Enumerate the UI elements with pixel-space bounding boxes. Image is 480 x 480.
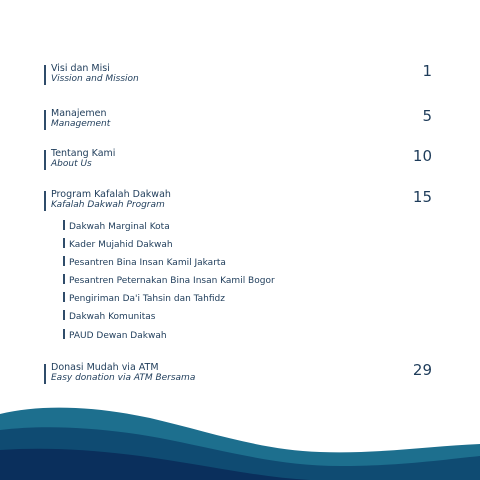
entry-marker (44, 110, 46, 130)
entry-page-number: 15 (412, 188, 432, 206)
entry-marker (44, 65, 46, 85)
program-item-paud[interactable] (63, 329, 167, 343)
toc-entry-donasi-atm[interactable] (44, 361, 432, 391)
item-marker (63, 256, 65, 266)
entry-subtitle: Easy donation via ATM Bersama (51, 373, 196, 383)
entry-title: Program Kafalah Dakwah (51, 189, 171, 200)
program-item-label: Pesantren Bina Insan Kamil Jakarta (69, 258, 226, 268)
item-marker (63, 310, 65, 320)
program-item-kader-mujahid[interactable] (63, 238, 173, 252)
entry-marker (44, 191, 46, 211)
program-item-label: Pengiriman Da'i Tahsin dan Tahfidz (69, 294, 225, 304)
item-marker (63, 238, 65, 248)
item-marker (63, 274, 65, 284)
toc-entry-program-kafalah[interactable] (44, 188, 432, 218)
item-marker (63, 329, 65, 339)
entry-page-number: 29 (412, 361, 432, 379)
entry-page-number: 10 (412, 147, 432, 165)
entry-page-number: 5 (422, 107, 432, 125)
entry-title: Visi dan Misi (51, 63, 110, 74)
program-item-dakwah-komunitas[interactable] (63, 310, 155, 324)
entry-subtitle: Management (51, 119, 111, 129)
decorative-waves (0, 400, 480, 480)
entry-marker (44, 150, 46, 170)
program-item-label: PAUD Dewan Dakwah (69, 331, 167, 341)
toc-entry-manajemen[interactable] (44, 107, 432, 137)
program-item-pengiriman-dai[interactable] (63, 292, 225, 306)
program-item-label: Kader Mujahid Dakwah (69, 240, 173, 250)
program-item-label: Pesantren Peternakan Bina Insan Kamil Bogor (69, 276, 275, 286)
toc-entry-visi-misi[interactable] (44, 62, 432, 92)
program-item-label: Dakwah Komunitas (69, 312, 156, 322)
entry-title: Manajemen (51, 108, 107, 119)
entry-subtitle: Kafalah Dakwah Program (51, 200, 165, 210)
toc-entry-tentang-kami[interactable] (44, 147, 432, 177)
entry-subtitle: Vission and Mission (51, 74, 139, 84)
program-item-pesantren-jakarta[interactable] (63, 256, 226, 270)
entry-title: Donasi Mudah via ATM (51, 362, 159, 373)
item-marker (63, 220, 65, 230)
entry-marker (44, 364, 46, 384)
entry-page-number: 1 (422, 62, 432, 80)
entry-subtitle: About Us (51, 159, 92, 169)
program-item-pesantren-bogor[interactable] (63, 274, 275, 288)
program-item-label: Dakwah Marginal Kota (69, 222, 170, 232)
entry-title: Tentang Kami (51, 148, 116, 159)
program-item-marginal-kota[interactable] (63, 220, 170, 234)
item-marker (63, 292, 65, 302)
